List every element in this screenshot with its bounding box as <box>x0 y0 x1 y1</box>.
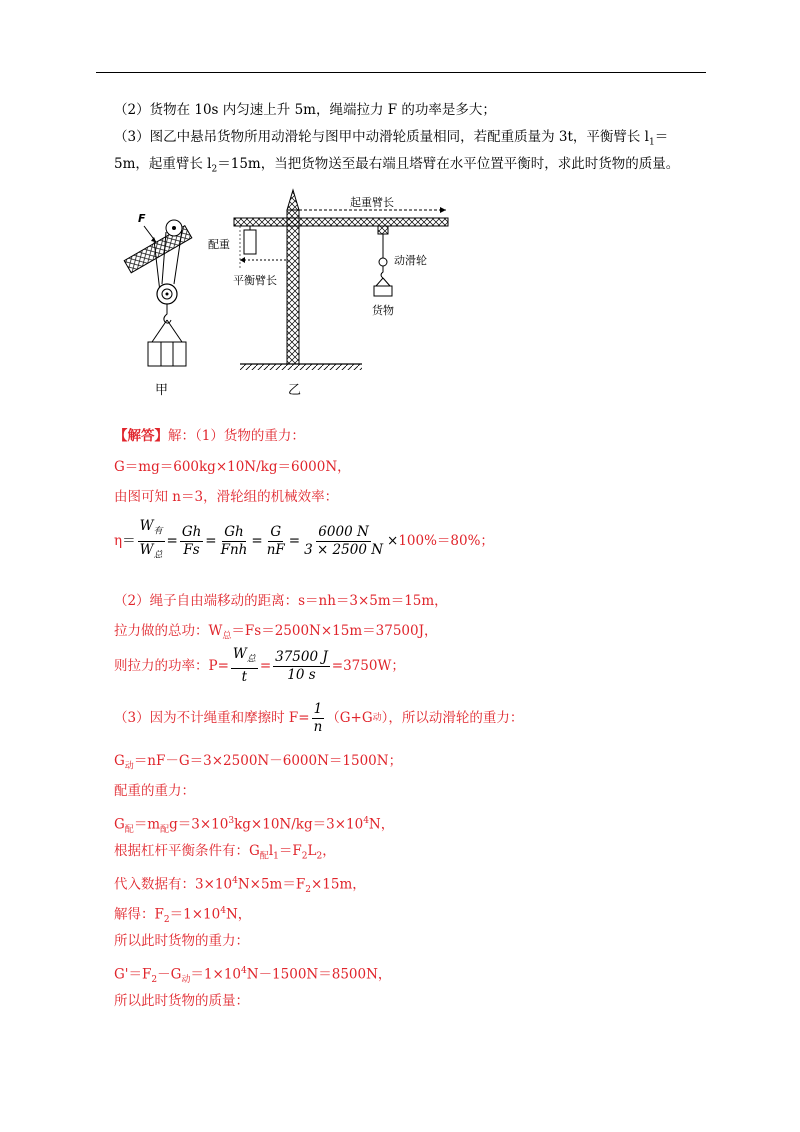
fraction-w: $\frac{W_有}{W_总}$ <box>139 517 163 561</box>
answer-part3-intro: （3）因为不计绳重和摩擦时 F= $\frac{1}{n}$ （G+G 动 ），所以动滑轮的重力： <box>114 700 524 735</box>
answer-part2-power: 则拉力的功率：P= $\frac{W_总}{t}$ = $\frac{37500 J}{10 s}$ =3750W； <box>114 645 405 686</box>
fraction-w-t: $\frac{W_总}{t}$ <box>232 645 256 686</box>
fraction-1-n: $\frac{1}{n}$ <box>313 700 323 735</box>
answer-part3-cw-weight: $G_配=m_配g=3\times 10^3kg\times 10N/kg=3\times 10^4N$， <box>114 816 395 836</box>
answer-line-gravity: G＝mg＝600kg×10N/kg＝6000N， <box>114 459 351 475</box>
fraction-power-numeric: $\frac{37500 J}{10 s}$ <box>275 648 328 683</box>
label-peizhong: 配重 <box>208 238 230 251</box>
label-qizhong: 起重臂长 <box>350 196 394 209</box>
question-2: （2）货物在 10s 内匀速上升 5m，绳端拉力 F 的功率是多大； <box>114 102 496 118</box>
fraction-gh-fnh: $\frac{Gh}{\text{Fnh}}$ <box>220 523 248 558</box>
answer-part3-solve: 解得：$F_2=1\times 10^4N$， <box>114 906 252 926</box>
fraction-numeric: $\frac{6000 N}{3 \times 2500 N}$ <box>304 523 384 558</box>
answer-part3-lever: 根据杠杆平衡条件有：$G_配l_1=F_2L_2$， <box>114 843 336 862</box>
label-jia: 甲 <box>155 383 169 398</box>
label-huowu: 货物 <box>372 304 394 317</box>
answer-part3-pulley-weight: $G_动=nF-G=3\times 2500N-6000N=1500N$； <box>114 753 403 772</box>
question-3-line2: 5m，起重臂长 $l_2=15m$，当把货物送至最右端且塔臂在水平位置平衡时，求此时货物的质量。 <box>114 156 680 175</box>
answer-part3-cw-title: 配重的重力： <box>114 783 195 799</box>
answer-part3-load-title: 所以此时货物的重力： <box>114 933 249 949</box>
crane-figure <box>100 180 480 400</box>
answer-heading: 【解答】解：（1）货物的重力： <box>114 428 305 444</box>
answer-tag: 【解答】 <box>114 428 168 444</box>
figure-yi <box>208 190 448 398</box>
label-donghualun: 动滑轮 <box>394 254 427 267</box>
answer-part3-substitute: 代入数据有：$3\times 10^4N\times 5m=F_2\times 15m$， <box>114 876 366 896</box>
label-yi: 乙 <box>288 383 302 398</box>
figure-jia <box>124 212 192 398</box>
answer-efficiency-formula: η ＝ $\frac{W_有}{W_总}$ = $\frac{Gh}{Fs}$ = $\frac{Gh}{\text{Fnh}}$ = $\frac{G}{nF}$ = $\frac{6000 N}{3 \times 2500 N}$ × 100%＝80%； <box>114 521 494 561</box>
answer-line-n: 由图可知 n＝3，滑轮组的机械效率： <box>114 489 339 505</box>
answer-part2-distance: （2）绳子自由端移动的距离：s＝nh＝3×5m＝15m， <box>114 593 448 609</box>
fraction-gh-fs: $\frac{Gh}{Fs}$ <box>181 523 202 558</box>
fraction-g-nf: $\frac{G}{nF}$ <box>266 523 285 558</box>
header-rule <box>96 72 706 73</box>
answer-part3-load-weight: $G'=F_2-G_动=1\times 10^4N-1500N=8500N$， <box>114 966 392 986</box>
answer-part3-mass-title: 所以此时货物的质量： <box>114 993 249 1009</box>
label-pingheng: 平衡臂长 <box>233 274 277 287</box>
answer-part2-work: 拉力做的总功：$W_总=Fs=2500N\times 15m=37500J$， <box>114 623 438 642</box>
label-F: F <box>138 212 146 225</box>
question-3-line1: （3）图乙中悬吊货物所用动滑轮与图甲中动滑轮质量相同，若配重质量为 3t，平衡臂长 $l_1=$ <box>114 129 669 148</box>
